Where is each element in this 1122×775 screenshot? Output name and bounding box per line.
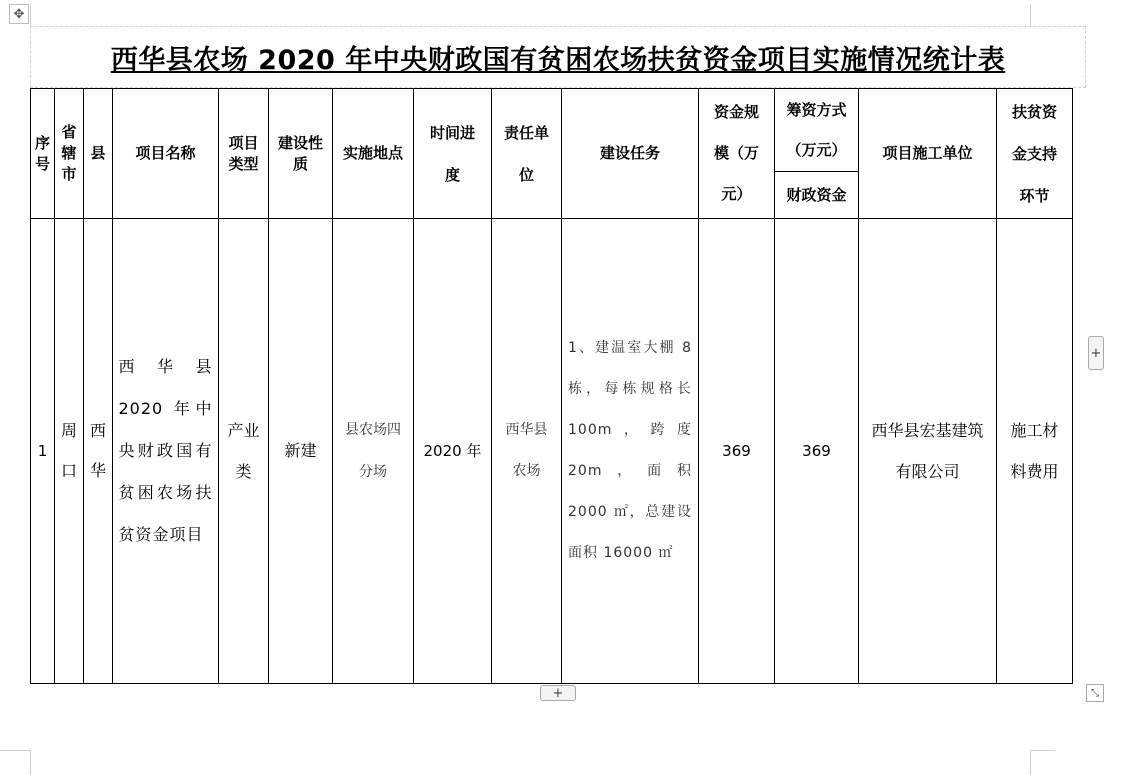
header-contractor: 项目施工单位 — [859, 89, 997, 219]
add-column-button[interactable] — [1088, 336, 1104, 370]
cell-support-stage: 施工材料费用 — [997, 219, 1073, 684]
page-corner-mark — [1030, 750, 1055, 751]
header-project-name: 项目名称 — [113, 89, 219, 219]
resize-icon: ⤡ — [1091, 687, 1099, 699]
header-responsible: 责任单位 — [492, 89, 562, 219]
page-corner-mark — [1030, 4, 1031, 26]
cell-fund-scale: 369 — [699, 219, 775, 684]
header-seq: 序号 — [31, 89, 55, 219]
cell-county: 西华 — [84, 219, 113, 684]
header-support-stage: 扶贫资金支持环节 — [997, 89, 1073, 219]
cell-fiscal-fund: 369 — [775, 219, 859, 684]
header-province-city: 省辖市 — [55, 89, 84, 219]
page-corner-mark — [30, 750, 31, 775]
cell-construction-nature: 新建 — [269, 219, 333, 684]
table-resize-handle[interactable] — [1086, 684, 1104, 702]
cell-project-type: 产业类 — [219, 219, 269, 684]
move-icon: ✥ — [13, 6, 25, 22]
add-row-button[interactable] — [540, 685, 576, 701]
header-task: 建设任务 — [562, 89, 699, 219]
cell-task: 1、建温室大棚 8 栋，每栋规格长 100m，跨度 20m，面积 2000 ㎡，总建设面积 16000 ㎡ — [562, 219, 699, 684]
header-county: 县 — [84, 89, 113, 219]
header-funding-method: 筹资方式（万元） — [775, 89, 859, 172]
header-fiscal-fund: 财政资金 — [775, 172, 859, 219]
cell-project-name: 西华县 2020 年中央财政国有贫困农场扶贫资金项目 — [113, 219, 219, 684]
cell-schedule: 2020 年 — [414, 219, 492, 684]
header-construction-nature: 建设性质 — [269, 89, 333, 219]
page-corner-mark — [1030, 750, 1031, 775]
plus-icon: + — [552, 685, 564, 701]
statistics-table — [30, 88, 1073, 684]
header-fund-scale: 资金规模（万元） — [699, 89, 775, 219]
plus-icon: + — [1090, 345, 1102, 361]
cell-contractor: 西华县宏基建筑有限公司 — [859, 219, 997, 684]
document-title: 西华县农场 2020 年中央财政国有贫困农场扶贫资金项目实施情况统计表 — [110, 44, 1006, 76]
title-frame — [30, 26, 1086, 88]
table-move-handle[interactable] — [9, 4, 29, 24]
header-location: 实施地点 — [333, 89, 414, 219]
page-corner-mark — [30, 4, 31, 27]
cell-province-city: 周口 — [55, 219, 84, 684]
cell-seq: 1 — [31, 219, 55, 684]
page-corner-mark — [0, 750, 30, 751]
cell-responsible: 西华县农场 — [492, 219, 562, 684]
header-project-type: 项目类型 — [219, 89, 269, 219]
header-schedule: 时间进度 — [414, 89, 492, 219]
cell-location: 县农场四分场 — [333, 219, 414, 684]
